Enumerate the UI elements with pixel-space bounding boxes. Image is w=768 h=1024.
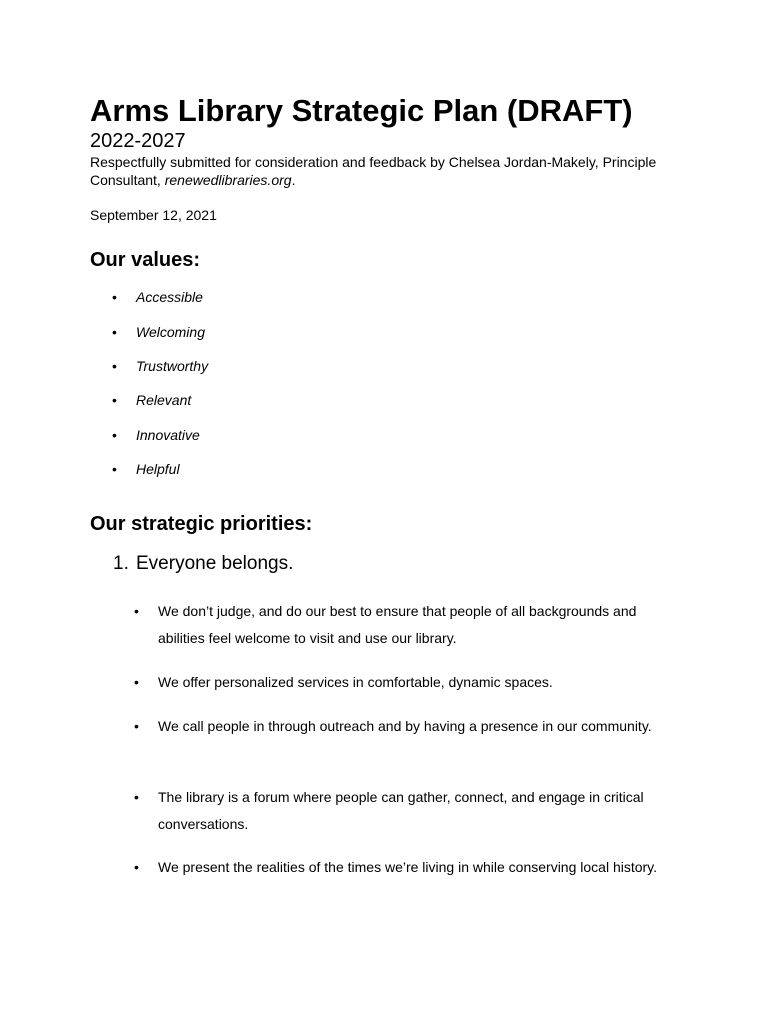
priority-heading <box>113 552 293 576</box>
priority-point <box>134 669 674 696</box>
value-text: Trustworthy <box>136 358 209 374</box>
value-text: Relevant <box>136 392 192 408</box>
priority-title: Everyone belongs. <box>136 553 294 574</box>
value-text: Accessible <box>136 289 203 305</box>
value-text: Welcoming <box>136 324 205 340</box>
priority-point <box>134 784 674 838</box>
value-text: Innovative <box>136 427 200 443</box>
priority-point-text: The library is a forum where people can gather, connect, and engage in critical conversations. <box>158 789 644 832</box>
bullet: • <box>112 427 117 443</box>
values-heading: Our values: <box>90 249 201 271</box>
bullet: • <box>134 718 139 734</box>
document-title: Arms Library Strategic Plan (DRAFT) <box>90 93 633 128</box>
submission-text: Respectfully submitted for consideration and feedback by Chelsea Jordan-Makely, Principle Consultant, <box>90 154 657 188</box>
priority-point <box>134 598 674 652</box>
bullet: • <box>134 674 139 690</box>
value-text: Helpful <box>136 461 180 477</box>
priority-point <box>134 854 674 881</box>
priority-point <box>134 713 674 740</box>
priority-number: 1. <box>113 553 129 574</box>
bullet: • <box>134 603 139 619</box>
submission-end: . <box>291 172 296 188</box>
bullet: • <box>112 392 117 408</box>
plan-years: 2022-2027 <box>90 130 186 152</box>
priority-point-text: We don’t judge, and do our best to ensure that people of all backgrounds and abilities feel welcome to visit and use our library. <box>158 603 637 646</box>
priority-point-text: We call people in through outreach and by having a presence in our community. <box>158 718 652 734</box>
priority-point-text: We present the realities of the times we’re living in while conserving local history. <box>158 859 658 875</box>
submission-note <box>90 153 690 189</box>
bullet: • <box>112 358 117 374</box>
priority-point-text: We offer personalized services in comfortable, dynamic spaces. <box>158 674 553 690</box>
consultant-website: renewedlibraries.org <box>164 172 292 188</box>
bullet: • <box>112 461 117 477</box>
bullet: • <box>112 289 117 305</box>
document-date: September 12, 2021 <box>90 207 217 223</box>
priorities-heading: Our strategic priorities: <box>90 513 313 535</box>
bullet: • <box>134 859 139 875</box>
bullet: • <box>134 789 139 805</box>
bullet: • <box>112 324 117 340</box>
